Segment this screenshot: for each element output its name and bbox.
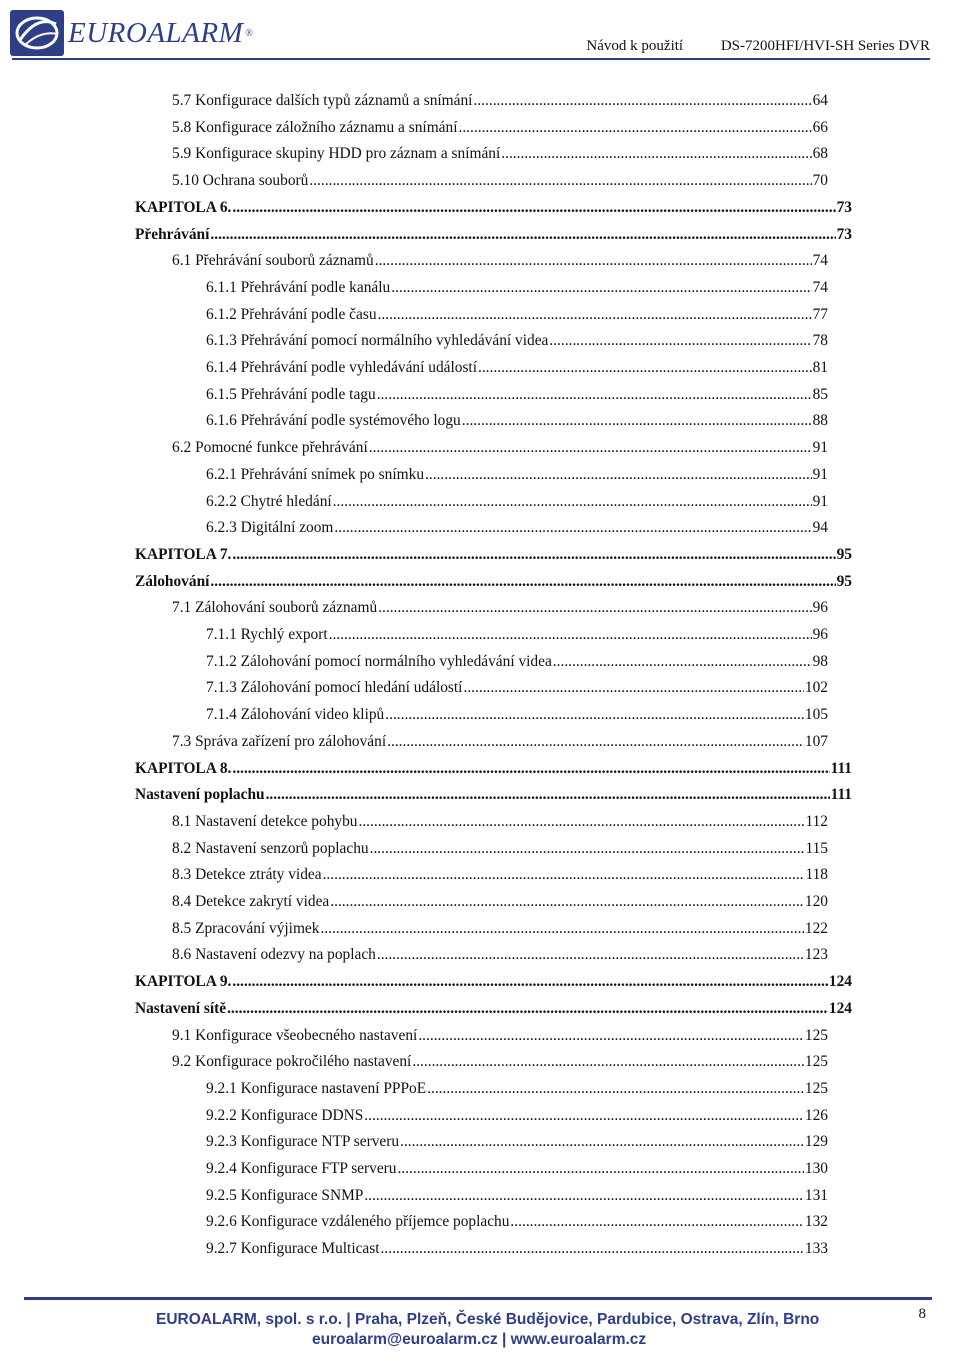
toc-entry-label: 5.8 Konfigurace záložního záznamu a snímání [172,118,458,136]
toc-dot-leader [377,385,812,405]
toc-dot-leader [501,144,811,164]
toc-entry[interactable] [135,198,852,218]
toc-entry[interactable] [135,999,852,1019]
toc-entry-page: 126 [804,1106,828,1124]
toc-entry-label: 6.1.4 Přehrávání podle vyhledávání událostí [206,359,477,376]
toc-entry[interactable] [206,358,828,378]
toc-entry[interactable] [172,171,828,191]
toc-entry-page: 112 [805,812,828,830]
footer-company-line: EUROALARM, spol. s r.o. | Praha, Plzeň, České Budějovice, Pardubice, Ostrava, Zlín, Brno [156,1311,820,1328]
toc-entry-page: 111 [830,786,852,804]
toc-dot-leader [227,999,828,1019]
toc-entry-label: 8.4 Detekce zakrytí videa [172,893,330,910]
toc-entry[interactable] [172,812,828,832]
toc-dot-leader [462,411,812,431]
toc-entry[interactable] [172,118,828,138]
toc-dot-leader [400,1132,804,1152]
page-number: 8 [918,1306,926,1322]
toc-entry[interactable] [206,305,828,325]
toc-entry-label: 7.1 Zálohování souborů záznamů [172,599,378,617]
toc-dot-leader [232,972,828,992]
toc-entry-page: 81 [812,359,828,376]
toc-entry[interactable] [206,492,828,512]
toc-entry-label: Přehrávání [135,225,210,243]
company-logo [10,10,272,56]
toc-entry[interactable] [206,1212,828,1232]
toc-entry[interactable] [172,865,828,885]
toc-entry-label: 6.2.1 Přehrávání snímek po snímku [206,465,425,483]
model-label: DS-7200HFI/HVI-SH Series DVR [720,38,930,54]
footer-contact-line: euroalarm@euroalarm.cz | www.euroalarm.cz [312,1331,647,1348]
toc-entry-page: 95 [836,545,852,563]
toc-dot-leader [210,225,835,245]
toc-dot-leader [412,1052,804,1072]
toc-dot-leader [232,198,835,218]
toc-entry-label: 9.2.7 Konfigurace Multicast [206,1240,380,1258]
toc-entry-label: 8.1 Nastavení detekce pohybu [172,812,358,830]
toc-dot-leader [323,865,805,885]
toc-entry-label: 5.10 Ochrana souborů [172,172,309,190]
toc-entry[interactable] [135,972,852,992]
toc-entry[interactable] [206,705,828,725]
toc-entry[interactable] [135,225,852,245]
toc-entry-label: KAPITOLA 7. [135,545,232,563]
toc-entry[interactable] [172,839,828,859]
toc-entry-label: KAPITOLA 8. [135,759,232,777]
toc-entry[interactable] [206,625,828,645]
toc-entry-page: 70 [812,172,828,190]
toc-entry-page: 74 [812,278,828,296]
toc-dot-leader [385,705,804,725]
toc-entry-label: 6.1.2 Přehrávání podle času [206,305,377,323]
toc-entry-page: 96 [812,626,828,643]
toc-entry[interactable] [172,732,828,752]
toc-entry-label: 6.2 Pomocné funkce přehrávání [172,439,368,457]
toc-entry[interactable] [172,1052,828,1072]
toc-entry-label: Nastavení sítě [135,999,227,1017]
toc-entry-label: 6.1.3 Přehrávání pomocí normálního vyhledávání videa [206,332,549,350]
toc-entry[interactable] [135,759,852,779]
toc-entry[interactable] [172,919,828,939]
toc-entry[interactable] [172,91,828,111]
logo-emblem-icon [10,10,64,56]
toc-dot-leader [473,91,811,111]
toc-entry[interactable] [135,545,852,565]
toc-entry-label: 9.2.6 Konfigurace vzdáleného příjemce poplachu [206,1213,510,1231]
toc-entry-page: 64 [812,92,828,109]
toc-dot-leader [553,652,812,672]
toc-entry[interactable] [172,1026,828,1046]
toc-dot-leader [418,1026,804,1046]
logo-text: EUROALARM [68,17,244,49]
toc-entry[interactable] [206,278,828,298]
toc-dot-leader [510,1212,803,1232]
toc-entry[interactable] [206,331,828,351]
toc-entry-label: 9.2.2 Konfigurace DDNS [206,1106,364,1124]
toc-dot-leader [425,465,812,485]
toc-dot-leader [232,545,835,565]
toc-entry[interactable] [206,1079,828,1099]
toc-dot-leader [478,358,812,378]
toc-entry[interactable] [206,465,828,485]
toc-entry-page: 115 [805,839,828,857]
toc-entry-label: 8.5 Zpracování výjimek [172,919,320,937]
toc-entry[interactable] [206,1186,828,1206]
toc-dot-leader [549,331,811,351]
toc-entry-page: 107 [804,732,828,750]
toc-entry-page: 91 [812,492,828,510]
toc-dot-leader [377,945,804,965]
toc-entry[interactable] [206,385,828,405]
toc-entry-label: Zálohování [135,572,210,590]
toc-entry-page: 102 [804,679,828,697]
toc-entry-page: 88 [812,412,828,430]
toc-entry-label: Nastavení poplachu [135,786,265,804]
toc-entry[interactable] [206,1132,828,1152]
toc-entry-page: 73 [836,225,852,243]
toc-entry-page: 77 [812,305,828,323]
toc-dot-leader [333,492,812,512]
toc-dot-leader [427,1079,804,1099]
footer-divider [24,1297,932,1300]
toc-dot-leader [364,1186,804,1206]
toc-entry-page: 94 [812,519,828,537]
toc-entry-label: 8.3 Detekce ztráty videa [172,866,322,884]
toc-dot-leader [320,919,803,939]
toc-entry-page: 105 [804,706,828,724]
toc-dot-leader [210,572,835,592]
toc-entry-page: 124 [828,973,852,991]
toc-entry-page: 91 [812,465,828,483]
toc-entry-page: 123 [804,946,828,964]
toc-entry-label: 8.6 Nastavení odezvy na poplach [172,946,376,964]
toc-entry-label: 5.9 Konfigurace skupiny HDD pro záznam a snímání [172,145,501,163]
toc-dot-leader [378,598,811,618]
toc-entry-label: 5.7 Konfigurace dalších typů záznamů a snímání [172,92,473,109]
toc-dot-leader [381,1239,804,1259]
header-divider [12,58,930,60]
toc-entry-page: 91 [812,439,828,457]
toc-entry[interactable] [206,518,828,538]
toc-entry-page: 95 [836,572,852,590]
toc-entry-page: 74 [812,252,828,270]
toc-entry-label: 7.1.2 Zálohování pomocí normálního vyhledávání videa [206,652,552,670]
toc-entry[interactable] [172,945,828,965]
toc-entry-page: 125 [804,1053,828,1071]
toc-entry-label: 6.1.6 Přehrávání podle systémového logu [206,412,461,430]
toc-entry-page: 73 [836,198,852,216]
toc-entry-label: 9.2.5 Konfigurace SNMP [206,1186,364,1204]
toc-entry[interactable] [206,1106,828,1126]
toc-entry-label: 9.2.1 Konfigurace nastavení PPPoE [206,1079,427,1097]
toc-dot-leader [391,278,811,298]
toc-entry-page: 125 [804,1079,828,1097]
toc-entry-page: 98 [812,652,828,670]
toc-entry[interactable] [206,678,828,698]
toc-entry-page: 68 [812,145,828,163]
logo-registered-mark: ® [245,27,253,39]
toc-entry-page: 131 [804,1186,828,1204]
toc-dot-leader [375,251,812,271]
toc-entry-label: 6.2.2 Chytré hledání [206,492,332,510]
toc-dot-leader [309,171,811,191]
toc-entry-page: 133 [804,1240,828,1258]
toc-entry-page: 125 [804,1026,828,1044]
toc-entry[interactable] [172,598,828,618]
toc-entry[interactable] [135,572,852,592]
toc-entry[interactable] [206,1159,828,1179]
toc-dot-leader [458,118,811,138]
toc-dot-leader [463,678,803,698]
toc-dot-leader [358,812,804,832]
toc-entry[interactable] [172,438,828,458]
toc-entry-page: 118 [805,866,828,884]
toc-entry-label: KAPITOLA 9. [135,973,232,991]
toc-dot-leader [369,438,812,458]
toc-entry[interactable] [172,251,828,271]
toc-entry-page: 111 [830,759,852,777]
toc-entry[interactable] [135,785,852,805]
toc-entry-label: 6.1 Přehrávání souborů záznamů [172,252,374,270]
toc-entry-page: 129 [804,1133,828,1151]
toc-dot-leader [370,839,805,859]
toc-entry-label: 9.2.3 Konfigurace NTP serveru [206,1133,400,1151]
toc-entry-page: 96 [812,599,828,617]
toc-entry-label: KAPITOLA 6. [135,198,232,216]
toc-entry-page: 78 [812,332,828,350]
toc-entry-label: 7.1.4 Zálohování video klipů [206,706,385,724]
toc-entry[interactable] [206,652,828,672]
toc-dot-leader [397,1159,803,1179]
toc-entry-page: 120 [804,893,828,910]
toc-entry-page: 122 [804,919,828,937]
toc-entry-page: 85 [812,385,828,403]
toc-dot-leader [378,305,812,325]
toc-entry-label: 9.1 Konfigurace všeobecného nastavení [172,1026,418,1044]
toc-entry-label: 9.2.4 Konfigurace FTP serveru [206,1160,397,1177]
toc-dot-leader [364,1106,804,1126]
toc-dot-leader [329,625,812,645]
toc-entry[interactable] [206,411,828,431]
toc-entry-label: 6.1.1 Přehrávání podle kanálu [206,278,391,296]
toc-entry-label: 9.2 Konfigurace pokročilého nastavení [172,1053,412,1071]
page-header-meta [586,38,930,55]
manual-label: Návod k použití [586,38,684,54]
toc-entry-label: 7.3 Správa zařízení pro zálohování [172,732,387,750]
toc-dot-leader [330,892,804,912]
toc-entry-label: 7.1.3 Zálohování pomocí hledání událostí [206,679,463,697]
toc-entry-label: 6.1.5 Přehrávání podle tagu [206,385,376,403]
toc-dot-leader [387,732,804,752]
toc-entry[interactable] [206,1239,828,1259]
toc-entry-page: 124 [828,999,852,1017]
toc-entry[interactable] [172,892,828,912]
toc-entry[interactable] [172,144,828,164]
toc-entry-label: 6.2.3 Digitální zoom [206,519,334,537]
toc-dot-leader [266,785,830,805]
toc-entry-label: 8.2 Nastavení senzorů poplachu [172,839,369,857]
toc-entry-label: 7.1.1 Rychlý export [206,626,328,643]
toc-dot-leader [232,759,829,779]
toc-entry-page: 66 [812,118,828,136]
toc-dot-leader [334,518,811,538]
toc-entry-page: 132 [804,1213,828,1231]
toc-entry-page: 130 [804,1160,828,1177]
